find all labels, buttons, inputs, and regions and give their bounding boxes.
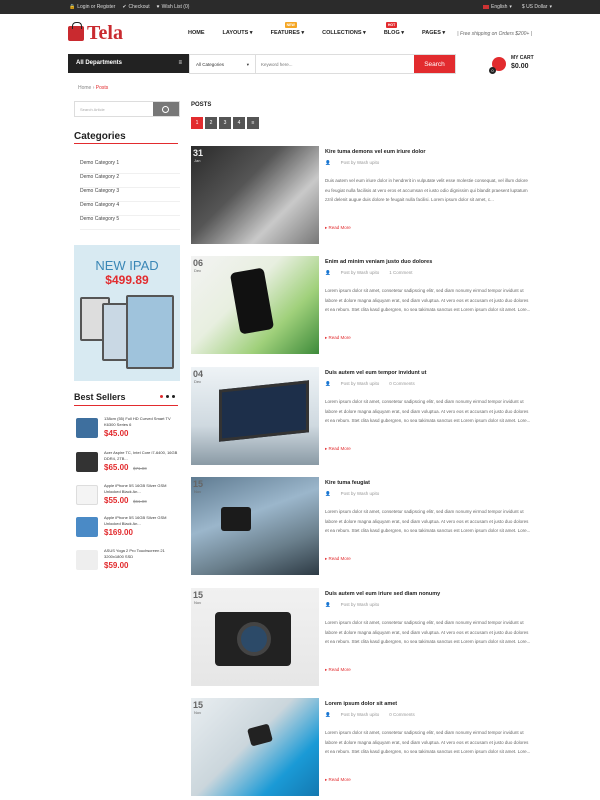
- flag-icon: [483, 5, 489, 9]
- currency-select[interactable]: $ US Dollar ▾: [521, 4, 552, 10]
- chevron-down-icon: ▾: [246, 62, 249, 67]
- nav-item-layouts[interactable]: LAYOUTS ▾: [222, 30, 253, 36]
- article-search: [74, 101, 180, 117]
- cart[interactable]: [492, 55, 534, 71]
- breadcrumb-current: Posts: [95, 85, 109, 91]
- post-card: [191, 698, 531, 798]
- check-icon: ✔: [122, 4, 127, 10]
- product-thumbnail[interactable]: [76, 418, 98, 438]
- menu-icon: ≡: [178, 60, 182, 66]
- post-title[interactable]: Duis autem vel eum iriure sed diam nonumy: [325, 591, 441, 597]
- hot-badge: HOT: [387, 23, 396, 27]
- post-excerpt: Lorem ipsum dolor sit amet, consetetur sadipscing elitr, sed diam nonumy eirmod tempor invidunt ut labore et dolore magna aliquyam erat, sed diam voluptua. At vero eos et accusam et justo duo dolores et ea rebum. Stet clita kasd gubergren, no sea takimata sanctus est Lorem ipsum dolor sit amet. Lore...: [325, 620, 531, 644]
- post-meta: 👤 Post by Wash upito: [325, 602, 380, 607]
- user-icon: 👤: [325, 381, 331, 386]
- read-more-link[interactable]: ▸ Read More: [325, 335, 351, 340]
- nav-item-pages[interactable]: PAGES ▾: [422, 30, 446, 36]
- page-button[interactable]: 2: [205, 117, 217, 129]
- category-item[interactable]: Demo Category 2: [80, 174, 180, 188]
- new-badge: NEW: [286, 23, 295, 27]
- search-bar: [189, 54, 456, 74]
- page-button[interactable]: 4: [233, 117, 245, 129]
- post-meta: 👤 Post by Wash upito: [325, 491, 380, 496]
- post-card: [191, 588, 531, 688]
- main-nav: [188, 23, 446, 36]
- lock-icon: 🔒: [69, 4, 76, 10]
- post-card: [191, 256, 531, 356]
- post-card: [191, 367, 531, 467]
- list-view-icon[interactable]: ≡: [247, 117, 259, 129]
- categories-title: Categories: [74, 131, 126, 142]
- nav-item-features[interactable]: NEW FEATURES ▾: [270, 23, 305, 36]
- category-item[interactable]: Demo Category 1: [80, 160, 180, 174]
- breadcrumb-home[interactable]: Home: [78, 85, 92, 91]
- post-meta: 👤 Post by Wash upito 0 Comments: [325, 712, 415, 717]
- category-item[interactable]: Demo Category 5: [80, 216, 180, 230]
- cart-label: MY CART: [511, 55, 534, 61]
- best-seller-item[interactable]: 138cm (55) Full HD Curved Smart TV K6300 Series 6 $45.00: [74, 414, 184, 446]
- cart-amount: $0.00: [511, 63, 529, 70]
- post-meta: 👤 Post by Wash upito 1 Comment: [325, 270, 413, 275]
- cart-icon[interactable]: [492, 57, 506, 71]
- post-excerpt: Lorem ipsum dolor sit amet, consetetur sadipscing elitr, sed diam nonumy eirmod tempor invidunt ut labore et dolore magna aliquyam erat, sed diam voluptua. At vero eos et accusam et justo duo dolores et ea rebum. Stet clita kasd gubergren, no sea takimata sanctus est Lorem ipsum dolor sit amet. Lore...: [325, 399, 531, 423]
- carousel-dots[interactable]: [160, 395, 175, 398]
- category-item[interactable]: Demo Category 3: [80, 188, 180, 202]
- post-meta: 👤 Post by Wash upito 0 Comments: [325, 381, 415, 386]
- post-excerpt: Lorem ipsum dolor sit amet, consetetur sadipscing elitr, sed diam nonumy eirmod tempor invidunt ut labore et dolore magna aliquyam erat, sed diam voluptua. At vero eos et accusam et justo duo dolores et ea rebum. Stet clita kasd gubergren, no sea takimata sanctus est Lorem ipsum dolor sit amet. Lore...: [325, 730, 531, 754]
- categories-divider: [74, 143, 178, 144]
- post-title[interactable]: Kire tuma demons vel eum iriure dolor: [325, 149, 426, 155]
- post-title[interactable]: Duis autem vel eum tempor invidunt ut: [325, 370, 427, 376]
- chevron-right-icon: ›: [92, 85, 96, 91]
- read-more-link[interactable]: ▸ Read More: [325, 446, 351, 451]
- camera-image: [221, 507, 251, 531]
- post-image[interactable]: 15 Nov: [191, 588, 319, 686]
- post-card: [191, 146, 531, 246]
- user-icon: 👤: [325, 270, 331, 275]
- best-sellers-divider: [74, 405, 178, 406]
- nav-item-blog[interactable]: HOT BLOG ▾: [383, 23, 405, 36]
- all-departments-button[interactable]: All Departments ≡: [68, 54, 190, 73]
- page-button[interactable]: 1: [191, 117, 203, 129]
- user-icon: 👤: [325, 491, 331, 496]
- logo[interactable]: [68, 22, 123, 45]
- brand-name: Tela: [87, 22, 123, 44]
- post-title[interactable]: Lorem ipsum dolor sit amet: [325, 701, 398, 707]
- post-image[interactable]: 15 Nov: [191, 698, 319, 796]
- post-image[interactable]: 04 Dec: [191, 367, 319, 465]
- product-thumbnail[interactable]: [76, 485, 98, 505]
- lens-image: [237, 622, 271, 656]
- checkout-link[interactable]: ✔ Checkout: [122, 4, 150, 10]
- posts-heading: POSTS: [191, 102, 212, 108]
- login-link[interactable]: 🔒 Login or Register: [69, 4, 116, 10]
- phone-image: [230, 268, 274, 335]
- post-image[interactable]: 06 Dec: [191, 256, 319, 354]
- shipping-notice: | Free shipping on Orders $200+ |: [457, 31, 532, 37]
- post-title[interactable]: Kire tuma feugiat: [325, 480, 370, 486]
- pagination: [191, 117, 259, 129]
- nav-item-collections[interactable]: COLLECTIONS ▾: [322, 30, 366, 36]
- search-icon[interactable]: [153, 102, 179, 116]
- nav-item-home[interactable]: HOME: [188, 30, 205, 36]
- article-search-input[interactable]: Search Article: [80, 107, 105, 112]
- heart-icon: ♥: [156, 4, 160, 10]
- post-excerpt: Duis autem vel eum iriure dolor in hendrerit in vulputate velit esse molestie consequat, vel illum dolore eu feugiat nulla facilisis at vero eros et accumsan et iusto odio dignissim qui blandit praesent luptatum zzril delenit augue duis dolore te feugait nulla facilisi. Lorem ipsum dolor sit amet, c...: [325, 178, 528, 202]
- post-excerpt: Lorem ipsum dolor sit amet, consetetur sadipscing elitr, sed diam nonumy eirmod tempor invidunt ut labore et dolore magna aliquyam erat, sed diam voluptua. At vero eos et accusam et justo duo dolores et ea rebum. Stet clita kasd gubergren, no sea takimata sanctus est Lorem ipsum dolor sit amet. Lore...: [325, 288, 531, 312]
- best-sellers-title: Best Sellers: [74, 392, 126, 402]
- best-seller-item[interactable]: Apple iPhone 5S 16GB Silver GSM Unlocked Black An... $55.00 $61.00: [74, 481, 184, 513]
- read-more-link[interactable]: ▸ Read More: [325, 556, 351, 561]
- language-select[interactable]: English ▾: [483, 4, 512, 10]
- post-meta: 👤 Post by Wash upito: [325, 160, 380, 165]
- product-thumbnail[interactable]: [76, 517, 98, 537]
- post-image[interactable]: 15 Nov: [191, 477, 319, 575]
- shopping-bag-icon: [68, 26, 84, 41]
- read-more-link[interactable]: ▸ Read More: [325, 777, 351, 782]
- user-icon: 👤: [325, 712, 331, 717]
- post-card: [191, 477, 531, 577]
- user-icon: 👤: [325, 602, 331, 607]
- best-seller-item[interactable]: ASUS Yoga 2 Pro Touchscreen 21 3200x1800 SSD $59.00: [74, 546, 184, 578]
- read-more-link[interactable]: ▸ Read More: [325, 667, 351, 672]
- search-button[interactable]: Search: [414, 55, 455, 73]
- top-bar: [0, 0, 600, 14]
- ad-price: $499.89: [105, 273, 149, 287]
- category-select[interactable]: All Categories ▾: [190, 55, 256, 73]
- breadcrumb: [78, 85, 108, 91]
- smartwatch-image: [247, 723, 273, 746]
- ad-title: NEW IPAD: [95, 258, 159, 273]
- post-title[interactable]: Enim ad minim veniam justo duo dolores: [325, 259, 433, 265]
- best-seller-item[interactable]: Apple iPhone 5S 16GB Silver GSM Unlocked Black An... $169.00: [74, 513, 184, 545]
- search-input[interactable]: [256, 55, 414, 73]
- cart-count: 0: [489, 67, 496, 74]
- wishlist-link[interactable]: ♥ Wish List (0): [156, 4, 190, 10]
- best-seller-item[interactable]: Acer Aspire TC, Intel Core i7-6400, 16GB DDR4, 2TB... $65.00 $71.00: [74, 448, 184, 480]
- product-thumbnail[interactable]: [76, 550, 98, 570]
- user-icon: 👤: [325, 160, 331, 165]
- page-button[interactable]: 3: [219, 117, 231, 129]
- read-more-link[interactable]: ▸ Read More: [325, 225, 351, 230]
- category-list: [80, 160, 180, 230]
- post-image[interactable]: 31 Jan: [191, 146, 319, 244]
- product-thumbnail[interactable]: [76, 452, 98, 472]
- ipad-ad-banner[interactable]: [74, 245, 180, 381]
- category-item[interactable]: Demo Category 4: [80, 202, 180, 216]
- tablet-image: [126, 295, 174, 369]
- post-excerpt: Lorem ipsum dolor sit amet, consetetur sadipscing elitr, sed diam nonumy eirmod tempor invidunt ut labore et dolore magna aliquyam erat, sed diam voluptua. At vero eos et accusam et justo duo dolores et ea rebum. Stet clita kasd gubergren, no sea takimata sanctus est Lorem ipsum dolor sit amet. Lore...: [325, 509, 531, 533]
- laptop-image: [219, 380, 309, 441]
